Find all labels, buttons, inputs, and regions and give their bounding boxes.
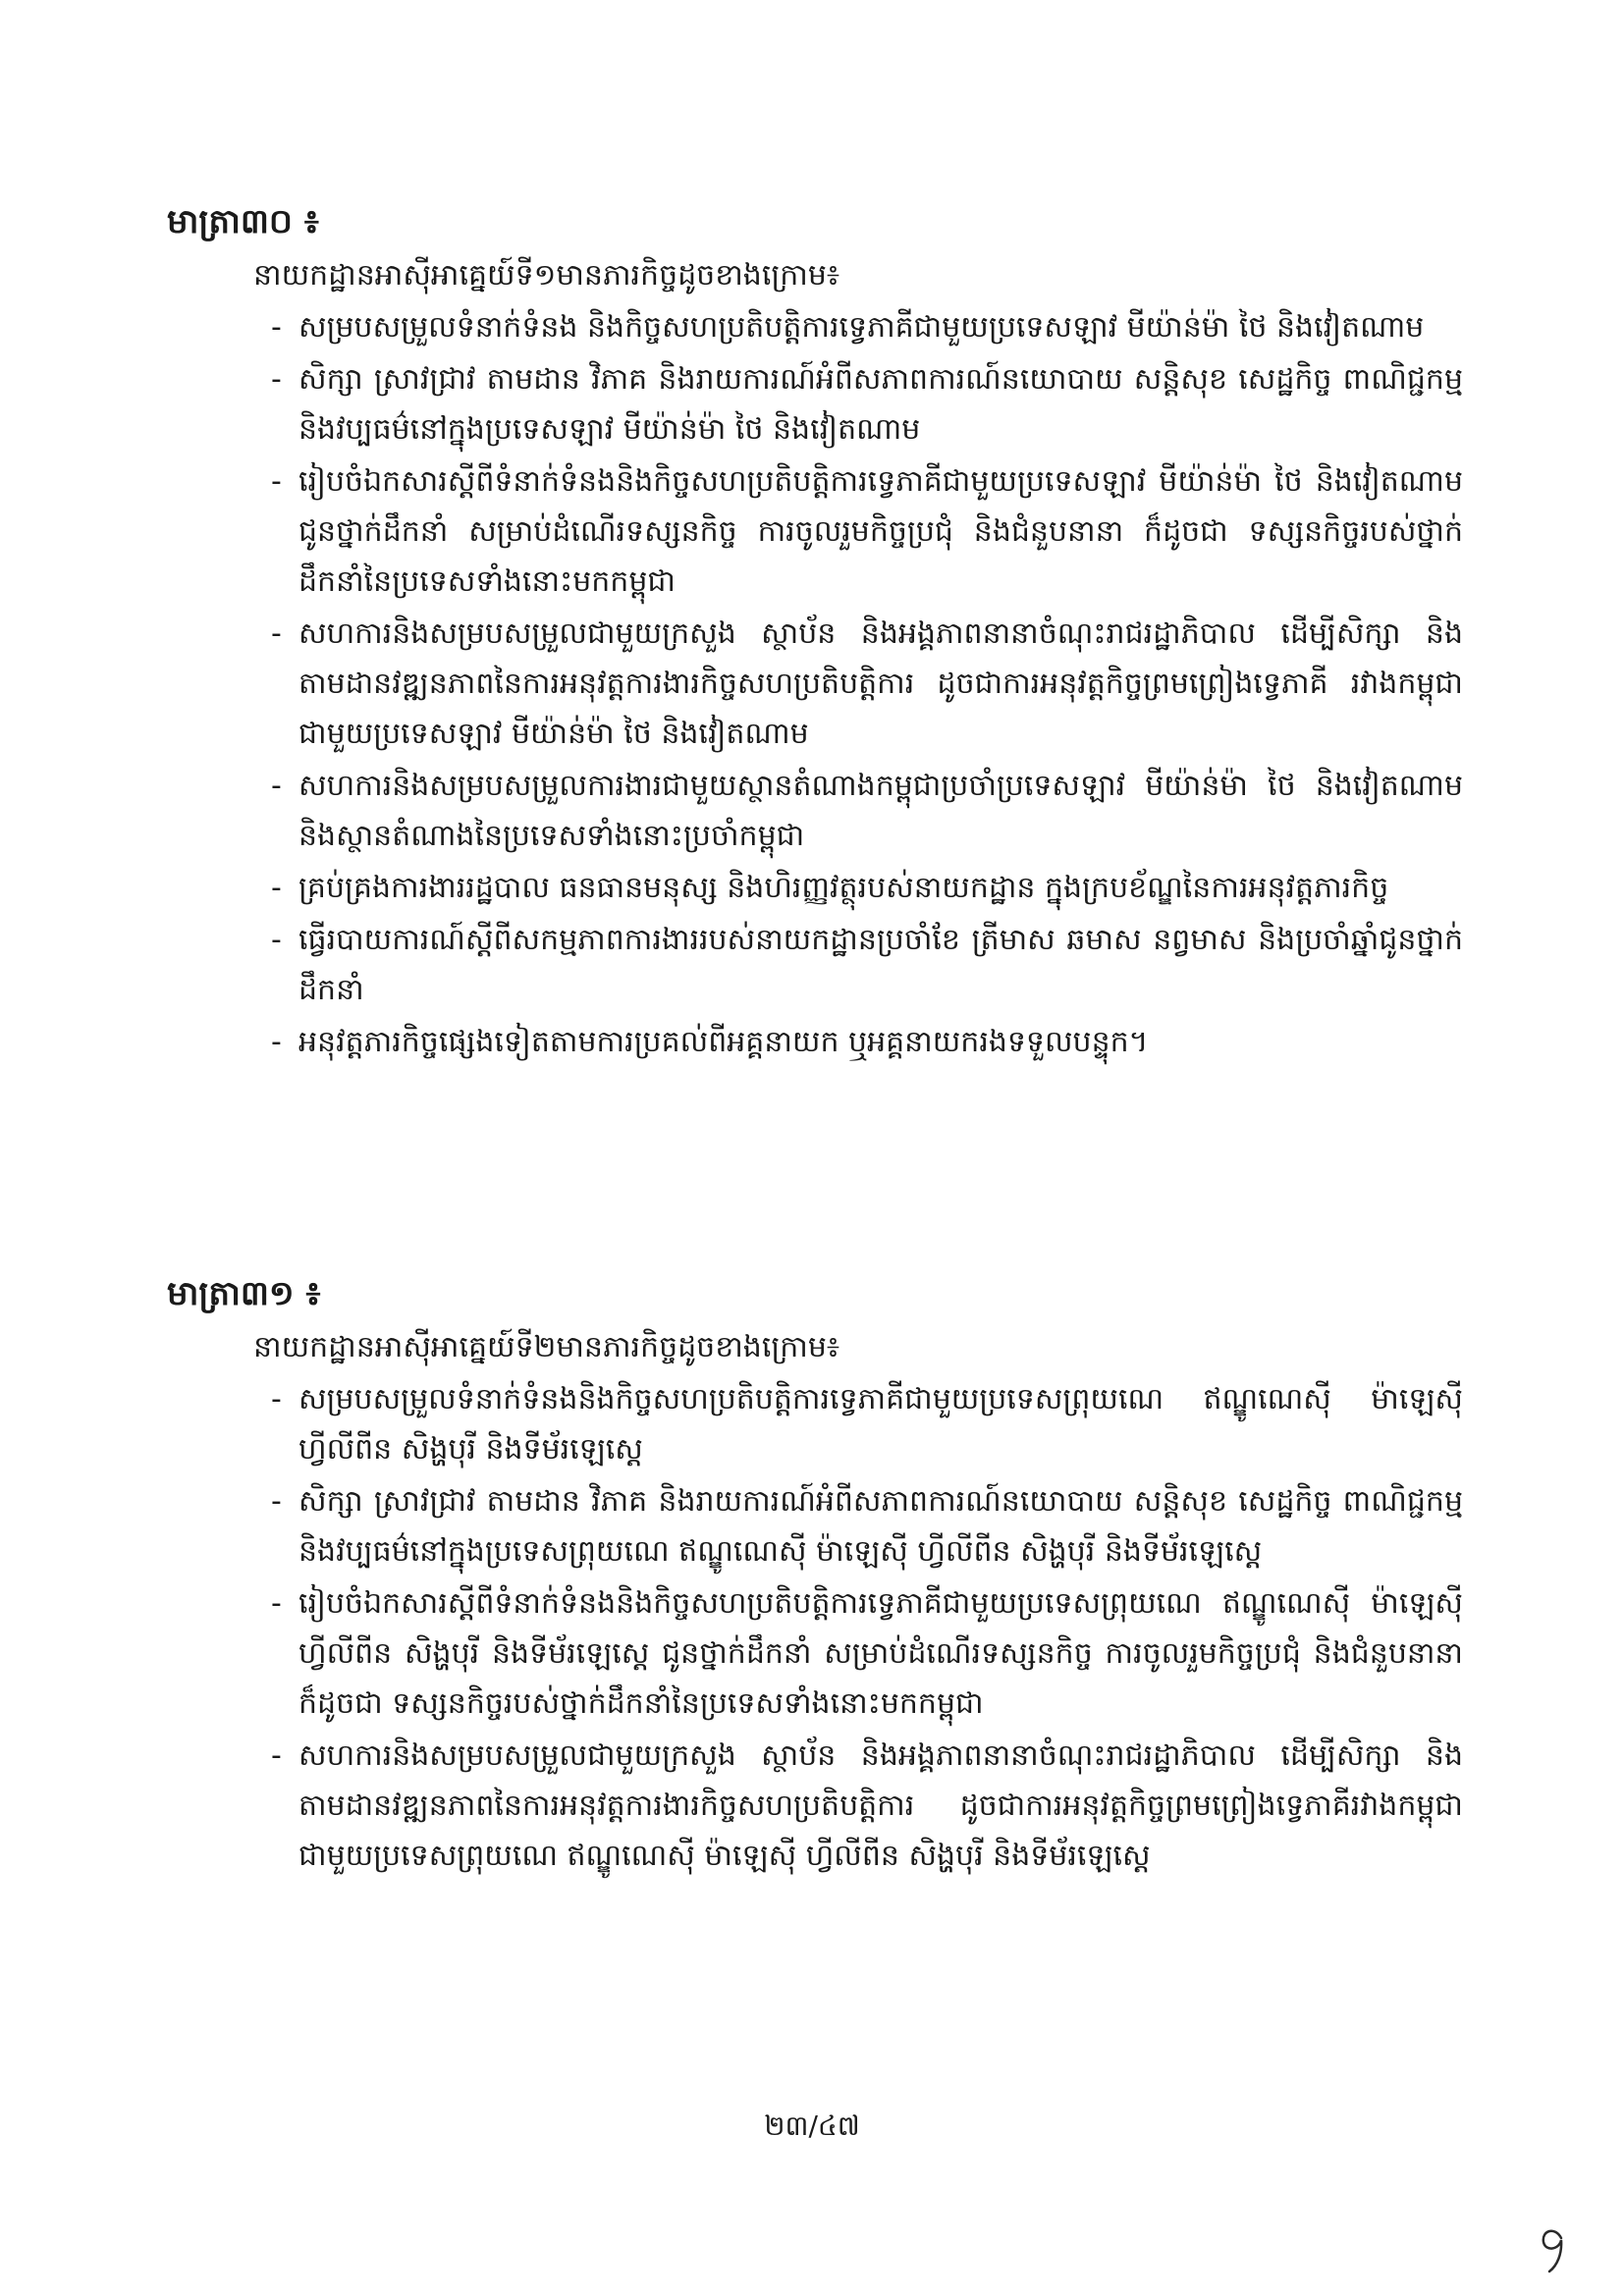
page-number: ២៣/៤៧ [764, 2109, 860, 2142]
bullet-dash: - [271, 1586, 282, 1621]
list-item-text: សិក្សា ស្រាវជ្រាវ តាមដាន វិភាគ និងរាយការណ៍អំពីសភាពការណ៍នយោបាយ សន្តិសុខ សេដ្ឋកិច្ច ពាណិជ្ជកម្ម និងវប្បធម៌នៅក្នុងប្រទេសឡាវ មីយ៉ាន់ម៉ា ថៃ និងវៀតណាម [298, 362, 1463, 447]
list-item [271, 1731, 1463, 1881]
list-item [271, 761, 1463, 861]
list-item-text: រៀបចំឯកសារស្តីពីទំនាក់ទំនងនិងកិច្ចសហប្រតិបត្តិការទ្វេភាគីជាមួយប្រទេសឡាវ មីយ៉ាន់ម៉ា ថៃ និងវៀតណាម ជូនថ្នាក់ដឹកនាំ សម្រាប់ដំណើរទស្សនកិច្ច ការចូលរួមកិច្ចប្រជុំ និងជំនួបនានា ក៏ដូចជា ទស្សនកិច្ចរបស់ថ្នាក់ដឹកនាំនៃប្រទេសទាំងនោះមកកម្ពុជា [298, 464, 1463, 599]
bullet-dash: - [271, 310, 282, 345]
article-intro: នាយកដ្ឋានអាស៊ីអាគ្នេយ៍ទី១មានភារកិច្ចដូចខាងក្រោម៖ [253, 258, 840, 293]
list-item-text: អនុវត្តភារកិច្ចផ្សេងទៀតតាមការប្រគល់ពីអគ្គនាយក ឬអគ្គនាយករងទទួលបន្ទុក។ [298, 1025, 1149, 1059]
bullet-dash: - [271, 1382, 282, 1416]
article-31 [167, 1266, 1463, 1883]
list-item [271, 1374, 1463, 1474]
bullet-dash: - [271, 464, 282, 499]
list-item [271, 302, 1463, 352]
list-item [271, 915, 1463, 1015]
bullet-dash: - [271, 1025, 282, 1059]
list-item-text: សហការនិងសម្របសម្រួលជាមួយក្រសួង ស្ថាប័ន និងអង្គភាពនានាចំណុះរាជរដ្ឋាភិបាល ដើម្បីសិក្សា និងតាមដានវឌ្ឍនភាពនៃការអនុវត្តការងារកិច្ចសហប្រតិបត្តិការ ដូចជាការអនុវត្តកិច្ចព្រមព្រៀងទ្វេភាគីរវាងកម្ពុជា ជាមួយប្រទេសព្រុយណេ ឥណ្ឌូណេស៊ី ម៉ាឡេស៊ី ហ្វីលីពីន សិង្ហបុរី និងទីម័រឡេស្តេ [298, 1738, 1463, 1873]
handwritten-initial-icon [1532, 2220, 1579, 2275]
list-item [271, 609, 1463, 759]
bullet-dash: - [271, 769, 282, 803]
duty-list [167, 302, 1463, 1067]
bullet-dash: - [271, 923, 282, 957]
list-item-text: គ្រប់គ្រងការងាររដ្ឋបាល ធនធានមនុស្ស និងហិរញ្ញវត្ថុរបស់នាយកដ្ឋាន ក្នុងក្របខ័ណ្ឌនៃការអនុវត្តភារកិច្ច [298, 871, 1389, 905]
list-item [271, 1578, 1463, 1729]
bullet-dash: - [271, 616, 282, 651]
list-item [271, 863, 1463, 913]
list-item-text: សម្របសម្រួលទំនាក់ទំនង និងកិច្ចសហប្រតិបត្តិការទ្វេភាគីជាមួយប្រទេសឡាវ មីយ៉ាន់ម៉ា ថៃ និងវៀតណាម [298, 310, 1425, 345]
list-item [271, 1476, 1463, 1576]
duty-list [167, 1374, 1463, 1881]
list-item-text: សម្របសម្រួលទំនាក់ទំនងនិងកិច្ចសហប្រតិបត្តិការទ្វេភាគីជាមួយប្រទេសព្រុយណេ ឥណ្ឌូណេស៊ី ម៉ាឡេស៊ី ហ្វីលីពីន សិង្ហបុរី និងទីម័រឡេស្តេ [298, 1382, 1463, 1467]
article-30 [167, 194, 1463, 1069]
article-intro: នាយកដ្ឋានអាស៊ីអាគ្នេយ៍ទី២មានភារកិច្ចដូចខាងក្រោម៖ [253, 1330, 840, 1364]
bullet-dash: - [271, 1738, 282, 1773]
bullet-dash: - [271, 871, 282, 905]
bullet-dash: - [271, 1484, 282, 1519]
list-item-text: ធ្វើរបាយការណ៍ស្តីពីសកម្មភាពការងាររបស់នាយកដ្ឋានប្រចាំខែ ត្រីមាស ឆមាស នព្វមាស និងប្រចាំឆ្នាំជូនថ្នាក់ដឹកនាំ [298, 923, 1463, 1007]
list-item [271, 456, 1463, 607]
list-item [271, 1017, 1463, 1067]
list-item-text: សហការនិងសម្របសម្រួលជាមួយក្រសួង ស្ថាប័ន និងអង្គភាពនានាចំណុះរាជរដ្ឋាភិបាល ដើម្បីសិក្សា និងតាមដានវឌ្ឍនភាពនៃការអនុវត្តការងារកិច្ចសហប្រតិបត្តិការ ដូចជាការអនុវត្តកិច្ចព្រមព្រៀងទ្វេភាគី រវាងកម្ពុជា ជាមួយប្រទេសឡាវ មីយ៉ាន់ម៉ា ថៃ និងវៀតណាម [298, 616, 1463, 751]
list-item-text: រៀបចំឯកសារស្តីពីទំនាក់ទំនងនិងកិច្ចសហប្រតិបត្តិការទ្វេភាគីជាមួយប្រទេសព្រុយណេ ឥណ្ឌូណេស៊ី ម៉ាឡេស៊ី ហ្វីលីពីន សិង្ហបុរី និងទីម័រឡេស្តេ ជូនថ្នាក់ដឹកនាំ សម្រាប់ដំណើរទស្សនកិច្ច ការចូលរួមកិច្ចប្រជុំ និងជំនួបនានា ក៏ដូចជា ទស្សនកិច្ចរបស់ថ្នាក់ដឹកនាំនៃប្រទេសទាំងនោះមកកម្ពុជា [298, 1586, 1463, 1721]
article-heading: មាត្រា៣០ ៖ [167, 202, 319, 241]
bullet-dash: - [271, 362, 282, 397]
article-heading: មាត្រា៣១ ៖ [167, 1274, 321, 1313]
list-item [271, 354, 1463, 454]
list-item-text: សហការនិងសម្របសម្រួលការងារជាមួយស្ថានតំណាងកម្ពុជាប្រចាំប្រទេសឡាវ មីយ៉ាន់ម៉ា ថៃ និងវៀតណាម និងស្ថានតំណាងនៃប្រទេសទាំងនោះប្រចាំកម្ពុជា [298, 769, 1463, 853]
list-item-text: សិក្សា ស្រាវជ្រាវ តាមដាន វិភាគ និងរាយការណ៍អំពីសភាពការណ៍នយោបាយ សន្តិសុខ សេដ្ឋកិច្ច ពាណិជ្ជកម្ម និងវប្បធម៌នៅក្នុងប្រទេសព្រុយណេ ឥណ្ឌូណេស៊ី ម៉ាឡេស៊ី ហ្វីលីពីន សិង្ហបុរី និងទីម័រឡេស្តេ [298, 1484, 1463, 1569]
